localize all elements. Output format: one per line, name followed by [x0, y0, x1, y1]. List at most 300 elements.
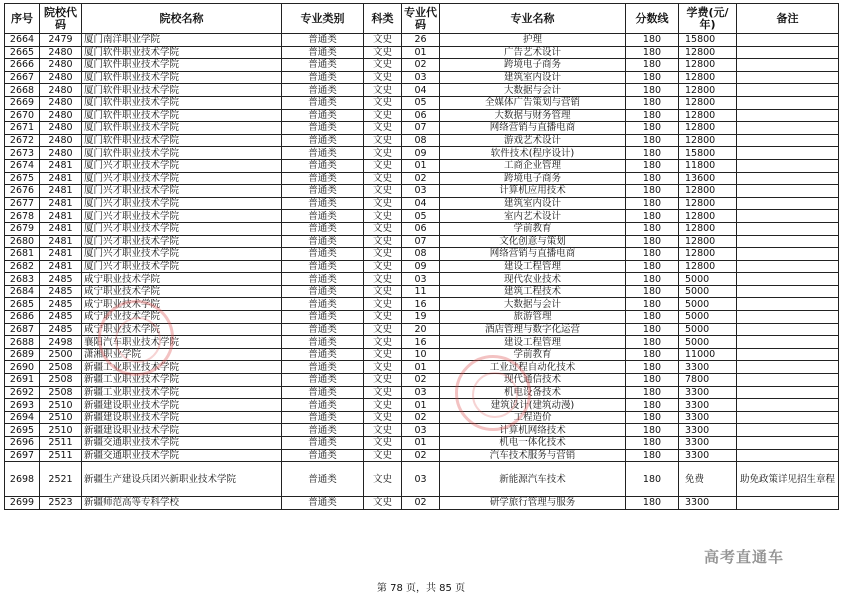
- cell-seq: 2686: [5, 311, 40, 324]
- cell-school-name: 襄阳汽车职业技术学院: [82, 336, 282, 349]
- cell-major-code: 07: [402, 235, 440, 248]
- cell-major-code: 01: [402, 46, 440, 59]
- cell-subject: 文史: [364, 411, 402, 424]
- cell-seq: 2698: [5, 462, 40, 497]
- cell-school-code: 2481: [40, 210, 82, 223]
- cell-tuition: 12800: [679, 248, 737, 261]
- cell-subject: 文史: [364, 96, 402, 109]
- cell-seq: 2681: [5, 248, 40, 261]
- cell-remarks: [737, 34, 839, 47]
- cell-school-code: 2510: [40, 411, 82, 424]
- cell-major-category: 普通类: [282, 109, 364, 122]
- cell-score-line: 180: [626, 449, 679, 462]
- cell-score-line: 180: [626, 185, 679, 198]
- cell-major-code: 02: [402, 411, 440, 424]
- cell-seq: 2676: [5, 185, 40, 198]
- cell-subject: 文史: [364, 235, 402, 248]
- cell-subject: 文史: [364, 260, 402, 273]
- cell-score-line: 180: [626, 285, 679, 298]
- cell-school-name: 厦门软件职业技术学院: [82, 122, 282, 135]
- cell-major-code: 06: [402, 222, 440, 235]
- cell-tuition: 11800: [679, 159, 737, 172]
- cell-score-line: 180: [626, 147, 679, 160]
- table-row: [5, 462, 839, 497]
- cell-school-code: 2481: [40, 185, 82, 198]
- cell-school-name: 厦门南洋职业学院: [82, 34, 282, 47]
- cell-remarks: [737, 109, 839, 122]
- cell-tuition: 12800: [679, 122, 737, 135]
- admission-table-container: [4, 3, 838, 510]
- cell-seq: 2694: [5, 411, 40, 424]
- cell-score-line: 180: [626, 222, 679, 235]
- admission-table: [4, 3, 839, 510]
- cell-major-code: 04: [402, 84, 440, 97]
- cell-major-name: 工商企业管理: [440, 159, 626, 172]
- cell-subject: 文史: [364, 437, 402, 450]
- table-row: [5, 134, 839, 147]
- cell-school-code: 2510: [40, 399, 82, 412]
- cell-major-category: 普通类: [282, 248, 364, 261]
- cell-major-name: 学前教育: [440, 222, 626, 235]
- cell-remarks: [737, 235, 839, 248]
- cell-tuition: 5000: [679, 285, 737, 298]
- table-row: [5, 122, 839, 135]
- cell-subject: 文史: [364, 386, 402, 399]
- cell-school-code: 2480: [40, 84, 82, 97]
- table-row: [5, 197, 839, 210]
- watermark-seal-left: [98, 300, 174, 376]
- cell-major-name: 旅游管理: [440, 311, 626, 324]
- cell-major-code: 26: [402, 34, 440, 47]
- cell-major-category: 普通类: [282, 147, 364, 160]
- table-row: [5, 386, 839, 399]
- cell-tuition: 3300: [679, 399, 737, 412]
- table-row: [5, 59, 839, 72]
- cell-remarks: [737, 285, 839, 298]
- cell-seq: 2680: [5, 235, 40, 248]
- cell-major-name: 学前教育: [440, 348, 626, 361]
- cell-remarks: [737, 210, 839, 223]
- cell-school-code: 2480: [40, 46, 82, 59]
- cell-school-name: 潇湘职业学院: [82, 348, 282, 361]
- cell-tuition: 12800: [679, 197, 737, 210]
- cell-major-name: 建筑设计(建筑动漫): [440, 399, 626, 412]
- cell-major-category: 普通类: [282, 84, 364, 97]
- cell-seq: 2697: [5, 449, 40, 462]
- cell-tuition: 7800: [679, 374, 737, 387]
- cell-major-category: 普通类: [282, 134, 364, 147]
- cell-school-name: 新疆工业职业技术学院: [82, 361, 282, 374]
- cell-major-code: 03: [402, 386, 440, 399]
- cell-major-category: 普通类: [282, 323, 364, 336]
- cell-school-name: 新疆生产建设兵团兴新职业技术学院: [82, 462, 282, 497]
- watermark-seal-right: [455, 355, 531, 431]
- cell-major-category: 普通类: [282, 386, 364, 399]
- cell-school-name: 新疆工业职业技术学院: [82, 374, 282, 387]
- cell-score-line: 180: [626, 462, 679, 497]
- cell-seq: 2675: [5, 172, 40, 185]
- table-row: [5, 71, 839, 84]
- cell-remarks: [737, 437, 839, 450]
- cell-major-code: 10: [402, 348, 440, 361]
- cell-major-category: 普通类: [282, 34, 364, 47]
- cell-major-category: 普通类: [282, 298, 364, 311]
- cell-subject: 文史: [364, 497, 402, 510]
- table-row: [5, 34, 839, 47]
- cell-major-category: 普通类: [282, 122, 364, 135]
- cell-score-line: 180: [626, 437, 679, 450]
- cell-major-name: 跨境电子商务: [440, 172, 626, 185]
- table-row: [5, 46, 839, 59]
- cell-school-code: 2481: [40, 222, 82, 235]
- cell-major-name: 跨境电子商务: [440, 59, 626, 72]
- cell-remarks: [737, 336, 839, 349]
- cell-major-code: 06: [402, 109, 440, 122]
- cell-tuition: 12800: [679, 235, 737, 248]
- cell-school-name: 咸宁职业技术学院: [82, 285, 282, 298]
- cell-tuition: 3300: [679, 437, 737, 450]
- cell-seq: 2673: [5, 147, 40, 160]
- cell-remarks: [737, 185, 839, 198]
- cell-major-name: 建筑室内设计: [440, 71, 626, 84]
- cell-tuition: 3300: [679, 497, 737, 510]
- corner-logo: 高考直通车: [704, 548, 785, 566]
- cell-major-code: 07: [402, 122, 440, 135]
- cell-school-code: 2480: [40, 59, 82, 72]
- cell-school-name: 厦门兴才职业技术学院: [82, 197, 282, 210]
- cell-subject: 文史: [364, 273, 402, 286]
- cell-school-name: 厦门兴才职业技术学院: [82, 235, 282, 248]
- cell-school-code: 2508: [40, 386, 82, 399]
- cell-major-code: 01: [402, 437, 440, 450]
- cell-subject: 文史: [364, 348, 402, 361]
- cell-school-name: 咸宁职业技术学院: [82, 298, 282, 311]
- table-row: [5, 273, 839, 286]
- cell-major-name: 酒店管理与数字化运营: [440, 323, 626, 336]
- cell-major-code: 16: [402, 336, 440, 349]
- cell-major-name: 计算机网络技术: [440, 424, 626, 437]
- cell-major-category: 普通类: [282, 348, 364, 361]
- cell-score-line: 180: [626, 34, 679, 47]
- cell-subject: 文史: [364, 374, 402, 387]
- cell-seq: 2692: [5, 386, 40, 399]
- cell-seq: 2693: [5, 399, 40, 412]
- cell-major-name: 游戏艺术设计: [440, 134, 626, 147]
- cell-subject: 文史: [364, 185, 402, 198]
- cell-major-code: 02: [402, 449, 440, 462]
- cell-subject: 文史: [364, 399, 402, 412]
- cell-major-category: 普通类: [282, 374, 364, 387]
- cell-subject: 文史: [364, 134, 402, 147]
- cell-school-name: 厦门兴才职业技术学院: [82, 159, 282, 172]
- cell-school-name: 新疆建设职业技术学院: [82, 411, 282, 424]
- cell-major-code: 19: [402, 311, 440, 324]
- cell-remarks: [737, 348, 839, 361]
- cell-tuition: 12800: [679, 185, 737, 198]
- cell-subject: 文史: [364, 122, 402, 135]
- table-row: [5, 248, 839, 261]
- cell-tuition: 5000: [679, 311, 737, 324]
- cell-seq: 2691: [5, 374, 40, 387]
- cell-school-name: 新疆建设职业技术学院: [82, 399, 282, 412]
- cell-seq: 2695: [5, 424, 40, 437]
- cell-subject: 文史: [364, 84, 402, 97]
- cell-score-line: 180: [626, 361, 679, 374]
- cell-tuition: 3300: [679, 449, 737, 462]
- cell-tuition: 15800: [679, 147, 737, 160]
- cell-tuition: 11000: [679, 348, 737, 361]
- cell-score-line: 180: [626, 323, 679, 336]
- cell-subject: 文史: [364, 172, 402, 185]
- cell-tuition: 12800: [679, 109, 737, 122]
- cell-subject: 文史: [364, 159, 402, 172]
- cell-school-name: 新疆师范高等专科学校: [82, 497, 282, 510]
- cell-school-name: 厦门兴才职业技术学院: [82, 185, 282, 198]
- cell-major-code: 04: [402, 197, 440, 210]
- cell-score-line: 180: [626, 122, 679, 135]
- cell-major-category: 普通类: [282, 185, 364, 198]
- cell-school-code: 2485: [40, 311, 82, 324]
- cell-major-name: 室内艺术设计: [440, 210, 626, 223]
- cell-school-code: 2481: [40, 248, 82, 261]
- cell-school-name: 厦门软件职业技术学院: [82, 59, 282, 72]
- cell-score-line: 180: [626, 96, 679, 109]
- cell-school-name: 厦门软件职业技术学院: [82, 46, 282, 59]
- cell-seq: 2669: [5, 96, 40, 109]
- cell-school-name: 咸宁职业技术学院: [82, 273, 282, 286]
- cell-major-code: 01: [402, 399, 440, 412]
- cell-subject: 文史: [364, 147, 402, 160]
- cell-major-category: 普通类: [282, 172, 364, 185]
- cell-major-code: 03: [402, 462, 440, 497]
- cell-school-name: 厦门兴才职业技术学院: [82, 210, 282, 223]
- cell-seq: 2677: [5, 197, 40, 210]
- table-row: [5, 84, 839, 97]
- cell-major-code: 01: [402, 361, 440, 374]
- cell-major-name: 汽车技术服务与营销: [440, 449, 626, 462]
- cell-score-line: 180: [626, 497, 679, 510]
- cell-remarks: [737, 298, 839, 311]
- cell-school-code: 2480: [40, 134, 82, 147]
- cell-school-code: 2485: [40, 298, 82, 311]
- table-row: [5, 399, 839, 412]
- table-row: [5, 185, 839, 198]
- cell-subject: 文史: [364, 361, 402, 374]
- cell-major-name: 大数据与会计: [440, 84, 626, 97]
- cell-major-code: 02: [402, 497, 440, 510]
- cell-seq: 2699: [5, 497, 40, 510]
- cell-subject: 文史: [364, 449, 402, 462]
- cell-major-name: 研学旅行管理与服务: [440, 497, 626, 510]
- cell-score-line: 180: [626, 424, 679, 437]
- cell-school-code: 2479: [40, 34, 82, 47]
- cell-major-category: 普通类: [282, 336, 364, 349]
- cell-seq: 2689: [5, 348, 40, 361]
- table-row: [5, 235, 839, 248]
- cell-subject: 文史: [364, 222, 402, 235]
- cell-major-name: 现代通信技术: [440, 374, 626, 387]
- cell-score-line: 180: [626, 46, 679, 59]
- cell-school-code: 2480: [40, 96, 82, 109]
- cell-remarks: [737, 159, 839, 172]
- cell-school-code: 2481: [40, 197, 82, 210]
- cell-remarks: [737, 323, 839, 336]
- cell-tuition: 5000: [679, 336, 737, 349]
- cell-major-category: 普通类: [282, 449, 364, 462]
- cell-remarks: [737, 449, 839, 462]
- cell-school-name: 厦门软件职业技术学院: [82, 109, 282, 122]
- cell-tuition: 5000: [679, 323, 737, 336]
- cell-subject: 文史: [364, 311, 402, 324]
- cell-score-line: 180: [626, 336, 679, 349]
- cell-tuition: 5000: [679, 298, 737, 311]
- cell-remarks: [737, 260, 839, 273]
- cell-school-name: 新疆工业职业技术学院: [82, 386, 282, 399]
- cell-subject: 文史: [364, 424, 402, 437]
- cell-remarks: [737, 361, 839, 374]
- cell-remarks: [737, 46, 839, 59]
- cell-school-code: 2481: [40, 260, 82, 273]
- cell-major-name: 现代农业技术: [440, 273, 626, 286]
- cell-major-name: 机电一体化技术: [440, 437, 626, 450]
- cell-remarks: [737, 411, 839, 424]
- cell-subject: 文史: [364, 34, 402, 47]
- cell-major-code: 01: [402, 159, 440, 172]
- cell-seq: 2668: [5, 84, 40, 97]
- cell-major-name: 网络营销与直播电商: [440, 248, 626, 261]
- cell-school-code: 2508: [40, 374, 82, 387]
- cell-major-category: 普通类: [282, 497, 364, 510]
- cell-subject: 文史: [364, 46, 402, 59]
- cell-score-line: 180: [626, 311, 679, 324]
- table-row: [5, 147, 839, 160]
- cell-seq: 2679: [5, 222, 40, 235]
- cell-seq: 2685: [5, 298, 40, 311]
- header-seq: 序号: [5, 4, 40, 34]
- cell-school-code: 2485: [40, 323, 82, 336]
- cell-major-category: 普通类: [282, 285, 364, 298]
- cell-seq: 2678: [5, 210, 40, 223]
- cell-school-name: 新疆交通职业技术学院: [82, 437, 282, 450]
- cell-major-name: 大数据与财务管理: [440, 109, 626, 122]
- cell-score-line: 180: [626, 210, 679, 223]
- cell-tuition: 13600: [679, 172, 737, 185]
- table-row: [5, 222, 839, 235]
- cell-score-line: 180: [626, 411, 679, 424]
- cell-subject: 文史: [364, 210, 402, 223]
- cell-tuition: 12800: [679, 84, 737, 97]
- cell-seq: 2684: [5, 285, 40, 298]
- cell-major-category: 普通类: [282, 361, 364, 374]
- cell-school-code: 2481: [40, 235, 82, 248]
- cell-school-name: 新疆交通职业技术学院: [82, 449, 282, 462]
- cell-tuition: 3300: [679, 411, 737, 424]
- cell-subject: 文史: [364, 71, 402, 84]
- cell-score-line: 180: [626, 386, 679, 399]
- cell-major-category: 普通类: [282, 437, 364, 450]
- cell-major-code: 08: [402, 134, 440, 147]
- cell-seq: 2672: [5, 134, 40, 147]
- cell-score-line: 180: [626, 84, 679, 97]
- cell-school-name: 厦门兴才职业技术学院: [82, 172, 282, 185]
- cell-major-category: 普通类: [282, 210, 364, 223]
- cell-school-code: 2481: [40, 159, 82, 172]
- cell-remarks: [737, 311, 839, 324]
- header-school-code: 院校代码: [40, 4, 82, 34]
- cell-score-line: 180: [626, 59, 679, 72]
- cell-major-name: 软件技术(程序设计): [440, 147, 626, 160]
- cell-remarks: [737, 59, 839, 72]
- table-row: [5, 424, 839, 437]
- table-row: [5, 411, 839, 424]
- cell-seq: 2670: [5, 109, 40, 122]
- cell-tuition: 12800: [679, 222, 737, 235]
- cell-major-name: 建筑工程技术: [440, 285, 626, 298]
- cell-major-code: 09: [402, 147, 440, 160]
- cell-seq: 2665: [5, 46, 40, 59]
- cell-school-name: 厦门软件职业技术学院: [82, 134, 282, 147]
- cell-major-category: 普通类: [282, 424, 364, 437]
- cell-major-name: 工程造价: [440, 411, 626, 424]
- cell-tuition: 12800: [679, 96, 737, 109]
- cell-major-name: 建设工程管理: [440, 336, 626, 349]
- cell-school-code: 2511: [40, 437, 82, 450]
- cell-major-code: 03: [402, 185, 440, 198]
- cell-major-category: 普通类: [282, 59, 364, 72]
- cell-major-category: 普通类: [282, 235, 364, 248]
- cell-school-code: 2500: [40, 348, 82, 361]
- table-row: [5, 449, 839, 462]
- cell-remarks: [737, 122, 839, 135]
- cell-major-name: 建筑室内设计: [440, 197, 626, 210]
- header-major-category: 专业类别: [282, 4, 364, 34]
- header-major-code: 专业代码: [402, 4, 440, 34]
- cell-school-name: 咸宁职业技术学院: [82, 323, 282, 336]
- cell-tuition: 5000: [679, 273, 737, 286]
- table-row: [5, 159, 839, 172]
- header-major-name: 专业名称: [440, 4, 626, 34]
- cell-major-name: 建设工程管理: [440, 260, 626, 273]
- cell-school-name: 厦门软件职业技术学院: [82, 96, 282, 109]
- cell-score-line: 180: [626, 248, 679, 261]
- cell-school-name: 厦门软件职业技术学院: [82, 147, 282, 160]
- cell-score-line: 180: [626, 348, 679, 361]
- cell-major-category: 普通类: [282, 260, 364, 273]
- cell-major-category: 普通类: [282, 462, 364, 497]
- cell-major-category: 普通类: [282, 273, 364, 286]
- cell-remarks: [737, 172, 839, 185]
- cell-school-code: 2485: [40, 285, 82, 298]
- cell-major-name: 机电设备技术: [440, 386, 626, 399]
- cell-remarks: [737, 424, 839, 437]
- cell-school-code: 2480: [40, 109, 82, 122]
- cell-tuition: 12800: [679, 71, 737, 84]
- cell-remarks: [737, 84, 839, 97]
- table-row: [5, 497, 839, 510]
- cell-major-code: 03: [402, 71, 440, 84]
- cell-seq: 2666: [5, 59, 40, 72]
- cell-seq: 2671: [5, 122, 40, 135]
- cell-school-code: 2511: [40, 449, 82, 462]
- cell-tuition: 12800: [679, 59, 737, 72]
- cell-subject: 文史: [364, 109, 402, 122]
- table-row: [5, 285, 839, 298]
- cell-major-code: 02: [402, 374, 440, 387]
- cell-score-line: 180: [626, 260, 679, 273]
- cell-seq: 2687: [5, 323, 40, 336]
- cell-major-code: 03: [402, 273, 440, 286]
- cell-tuition: 免费: [679, 462, 737, 497]
